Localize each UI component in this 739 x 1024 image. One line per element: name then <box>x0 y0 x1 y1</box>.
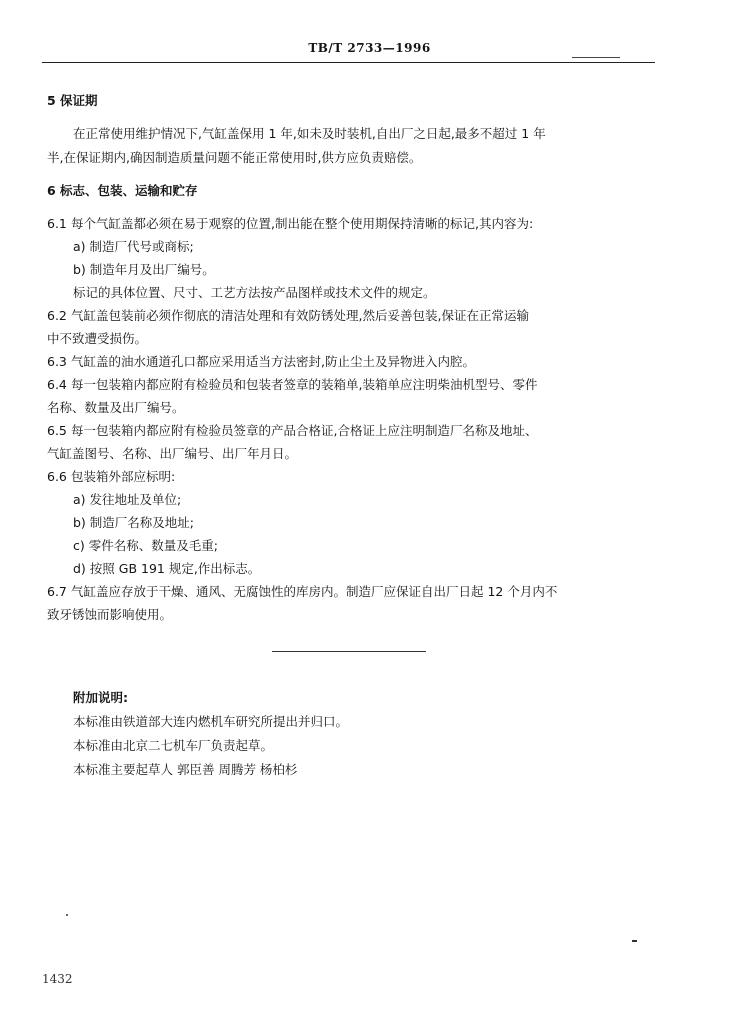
clause-6-3 <box>47 354 475 370</box>
clause-text: 每个气缸盖都必须在易于观察的位置,制出能在整个使用期保持清晰的标记,其内容为: <box>71 216 534 231</box>
scan-speck <box>632 940 637 942</box>
clause-number: 6.5 <box>47 423 67 438</box>
page-number: 1432 <box>42 972 73 986</box>
clause-number: 6.3 <box>47 354 67 369</box>
clause-text: 气缸盖的油水通道孔口都应采用适当方法密封,防止尘土及异物进入内腔。 <box>71 354 475 369</box>
clause-6-6-item-d: d) 按照 GB 191 规定,作出标志。 <box>73 561 261 576</box>
clause-6-1 <box>47 216 533 232</box>
additional-notes-line-3: 本标准主要起草人 郭臣善 周腾芳 杨柏杉 <box>73 762 298 777</box>
section-5-heading: 5 保证期 <box>47 93 98 108</box>
section-5-paragraph-line-1: 在正常使用维护情况下,气缸盖保用 1 年,如未及时装机,自出厂之日起,最多不超过 1 年 <box>73 126 546 141</box>
clause-number: 6.1 <box>47 216 67 231</box>
standard-code: TB/T 2733—1996 <box>308 41 431 55</box>
clause-text: 气缸盖应存放于干燥、通风、无腐蚀性的库房内。制造厂应保证自出厂日起 12 个月内不 <box>71 584 558 599</box>
clause-6-5 <box>47 423 537 439</box>
clause-number: 6.6 <box>47 469 67 484</box>
clause-6-1-item-b: b) 制造年月及出厂编号。 <box>73 262 215 277</box>
clause-text: 气缸盖包装前必须作彻底的清洁处理和有效防锈处理,然后妥善包装,保证在正常运输 <box>71 308 529 323</box>
clause-6-7 <box>47 584 557 600</box>
clause-6-6-item-c: c) 零件名称、数量及毛重; <box>73 538 218 553</box>
clause-6-2-continuation: 中不致遭受损伤。 <box>47 331 148 346</box>
clause-number: 6.2 <box>47 308 67 323</box>
clause-number: 6.7 <box>47 584 67 599</box>
additional-notes-title: 附加说明: <box>73 690 128 705</box>
clause-text: 每一包装箱内都应附有检验员和包装者签章的装箱单,装箱单应注明柴油机型号、零件 <box>71 377 538 392</box>
section-divider <box>272 651 426 652</box>
section-5-paragraph-line-2: 半,在保证期内,确因制造质量问题不能正常使用时,供方应负责赔偿。 <box>47 150 422 165</box>
additional-notes-line-2: 本标准由北京二七机车厂负责起草。 <box>73 738 274 753</box>
clause-text: 每一包装箱内都应附有检验员签章的产品合格证,合格证上应注明制造厂名称及地址、 <box>71 423 538 438</box>
section-6-heading: 6 标志、包装、运输和贮存 <box>47 183 198 198</box>
additional-notes-line-1: 本标准由铁道部大连内燃机车研究所提出并归口。 <box>73 714 349 729</box>
clause-6-7-continuation: 致牙锈蚀而影响使用。 <box>47 607 173 622</box>
clause-6-6-item-b: b) 制造厂名称及地址; <box>73 515 194 530</box>
scan-speck <box>66 914 68 916</box>
clause-6-6 <box>47 469 175 485</box>
clause-6-1-note: 标记的具体位置、尺寸、工艺方法按产品图样或技术文件的规定。 <box>73 285 436 300</box>
clause-text: 包装箱外部应标明: <box>71 469 176 484</box>
clause-6-2 <box>47 308 529 324</box>
clause-6-5-continuation: 气缸盖图号、名称、出厂编号、出厂年月日。 <box>47 446 298 461</box>
header-rule <box>42 62 655 63</box>
header-tick-rule <box>572 57 620 58</box>
clause-6-4-continuation: 名称、数量及出厂编号。 <box>47 400 185 415</box>
clause-6-4 <box>47 377 537 393</box>
clause-6-6-item-a: a) 发往地址及单位; <box>73 492 182 507</box>
clause-6-1-item-a: a) 制造厂代号或商标; <box>73 239 194 254</box>
clause-number: 6.4 <box>47 377 67 392</box>
